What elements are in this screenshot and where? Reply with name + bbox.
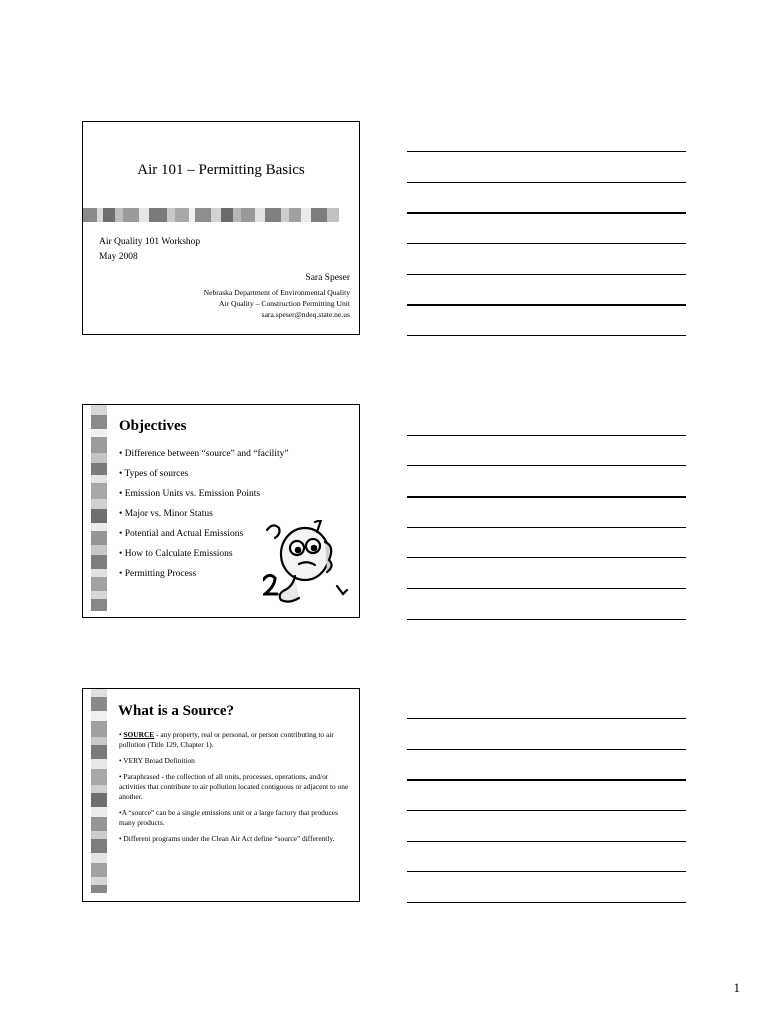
presenter-name: Sara Speser (305, 273, 350, 283)
notes-line (407, 465, 686, 466)
notes-line (407, 557, 686, 558)
decorative-band (91, 689, 107, 901)
notes-line (407, 810, 686, 811)
decorative-band (83, 208, 359, 222)
list-item: • Emission Units vs. Emission Points (119, 489, 261, 499)
notes-line (407, 496, 686, 498)
notes-line (407, 274, 686, 275)
page-number: 1 (733, 980, 740, 995)
presentation-date: May 2008 (99, 252, 138, 262)
list-item: • Different programs under the Clean Air Act define “source” differently. (119, 834, 335, 843)
slide-objectives (82, 404, 360, 618)
list-item: •A “source” can be a single emissions unit or a large factory that produces many products. (119, 808, 338, 827)
list-item: • Paraphrased - the collection of all units, processes, operations, and/or activities that contribute to air pollution located contiguous or adjacent to one another. (119, 772, 349, 801)
list-item: • Difference between “source” and “facility” (119, 449, 289, 459)
presenter-email: sara.speser@ndeq.state.ne.us (261, 310, 350, 319)
notes-line (407, 588, 686, 589)
list-item: • Major vs. Minor Status (119, 509, 213, 519)
notes-line (407, 212, 686, 214)
unit-name: Air Quality – Construction Permitting Unit (219, 299, 350, 308)
list-item: • Permitting Process (119, 569, 197, 579)
department-name: Nebraska Department of Environmental Quality (203, 288, 350, 297)
notes-line (407, 243, 686, 244)
source-definition-list (119, 730, 355, 850)
notes-line (407, 182, 686, 183)
slide-what-is-source (82, 688, 360, 902)
notes-line (407, 151, 686, 152)
notes-line (407, 841, 686, 842)
notes-line (407, 871, 686, 872)
list-item (119, 730, 355, 750)
notes-line (407, 527, 686, 528)
workshop-name: Air Quality 101 Workshop (99, 237, 201, 247)
notes-line (407, 718, 686, 719)
slide-title-page (82, 121, 360, 335)
source-definition-text: - any property, real or personal, or person contributing to air pollution (Title 129, Chapter 1). (119, 730, 334, 749)
list-item: • VERY Broad Definition (119, 756, 195, 765)
decorative-band (91, 405, 107, 617)
slide-title: Air 101 – Permitting Basics (137, 162, 305, 178)
slide-title: Objectives (119, 418, 187, 434)
list-item: • Types of sources (119, 469, 189, 479)
notes-line (407, 749, 686, 750)
notes-line (407, 435, 686, 436)
notes-line (407, 902, 686, 903)
list-item: • Potential and Actual Emissions (119, 529, 244, 539)
notes-line (407, 335, 686, 336)
slide-title: What is a Source? (118, 703, 234, 719)
notes-line (407, 619, 686, 620)
notes-line (407, 779, 686, 781)
source-term: SOURCE (123, 730, 155, 739)
notes-line (407, 304, 686, 306)
list-item: • How to Calculate Emissions (119, 549, 233, 559)
confused-face-clipart (263, 520, 355, 610)
bullet-marker: • (119, 730, 124, 739)
